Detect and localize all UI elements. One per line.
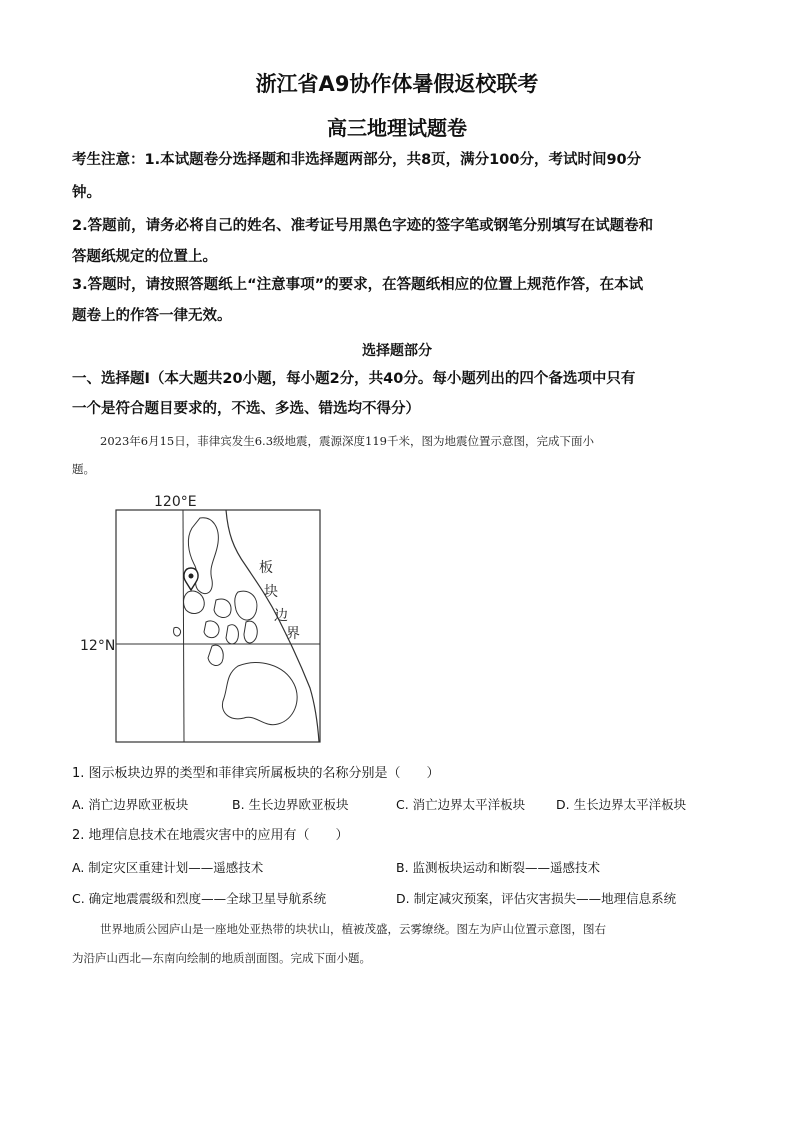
context1-line2: 题。	[72, 462, 95, 476]
part1-instructions-line1: 一、选择题Ⅰ（本大题共20小题，每小题2分，共40分。每小题列出的四个备选项中只有	[72, 371, 636, 387]
boundary-label-char-4: 界	[286, 626, 300, 642]
context1-line1: 2023年6月15日，菲律宾发生6.3级地震，震源深度119千米，图为地震位置示意图，完成下面小	[100, 434, 594, 448]
island-negros	[208, 645, 223, 665]
latitude-label: 12°N	[80, 638, 116, 654]
section-heading: 选择题部分	[362, 343, 432, 359]
island-cebu	[226, 625, 238, 644]
boundary-label-char-2: 块	[264, 584, 278, 600]
island-panay	[204, 621, 219, 638]
question-1-option-c[interactable]: C. 消亡边界太平洋板块	[396, 797, 526, 812]
boundary-label-char-1: 板	[259, 560, 273, 576]
longitude-label: 120°E	[154, 494, 197, 510]
island-palawan-tip	[174, 627, 181, 636]
part1-instructions-line2: 一个是符合题目要求的，不选、多选、错选均不得分）	[72, 401, 420, 417]
question-2-option-b[interactable]: B. 监测板块运动和断裂——遥感技术	[396, 860, 601, 875]
island-masbate	[214, 599, 231, 618]
context2-line1: 世界地质公园庐山是一座地处亚热带的块状山，植被茂盛，云雾缭绕。图左为庐山位置示意图，图右	[100, 922, 606, 936]
longitude-line	[183, 510, 184, 742]
question-2-option-c[interactable]: C. 确定地震震级和烈度——全球卫星导航系统	[72, 891, 327, 906]
island-mindanao	[222, 663, 297, 725]
exam-title: 浙江省A9协作体暑假返校联考	[255, 72, 539, 96]
question-1-option-b[interactable]: B. 生长边界欧亚板块	[232, 797, 349, 812]
question-1-option-d[interactable]: D. 生长边界太平洋板块	[556, 797, 687, 812]
question-2-option-d[interactable]: D. 制定减灾预案，评估灾害损失——地理信息系统	[396, 891, 677, 906]
island-samar	[235, 591, 257, 620]
exam-subtitle: 高三地理试题卷	[327, 116, 467, 140]
earthquake-location-map	[80, 488, 348, 750]
question-1-option-a[interactable]: A. 消亡边界欧亚板块	[72, 797, 189, 812]
plate-boundary-line	[226, 510, 319, 742]
question-2-stem: 2. 地理信息技术在地震灾害中的应用有（ ）	[72, 828, 349, 843]
notice-line-2b: 答题纸规定的位置上。	[72, 249, 217, 265]
context2-line2: 为沿庐山西北—东南向绘制的地质剖面图。完成下面小题。	[72, 951, 371, 965]
notice-line-1b: 钟。	[72, 185, 101, 201]
island-leyte	[244, 621, 257, 643]
epicenter-dot	[189, 574, 194, 579]
notice-line-3: 3.答题时，请按照答题纸上“注意事项”的要求，在答题纸相应的位置上规范作答，在本试	[72, 277, 644, 293]
question-2-option-a[interactable]: A. 制定灾区重建计划——遥感技术	[72, 860, 264, 875]
notice-line-2: 2.答题前，请务必将自己的姓名、准考证号用黑色字迹的签字笔或钢笔分别填写在试题卷和	[72, 218, 654, 234]
boundary-label-char-3: 边	[274, 608, 288, 624]
notice-line-1: 考生注意：1.本试题卷分选择题和非选择题两部分，共8页，满分100分，考试时间90分	[72, 152, 642, 168]
notice-line-3b: 题卷上的作答一律无效。	[72, 308, 232, 324]
island-mindoro	[184, 591, 205, 614]
question-1-stem: 1. 图示板块边界的类型和菲律宾所属板块的名称分别是（ ）	[72, 766, 440, 781]
